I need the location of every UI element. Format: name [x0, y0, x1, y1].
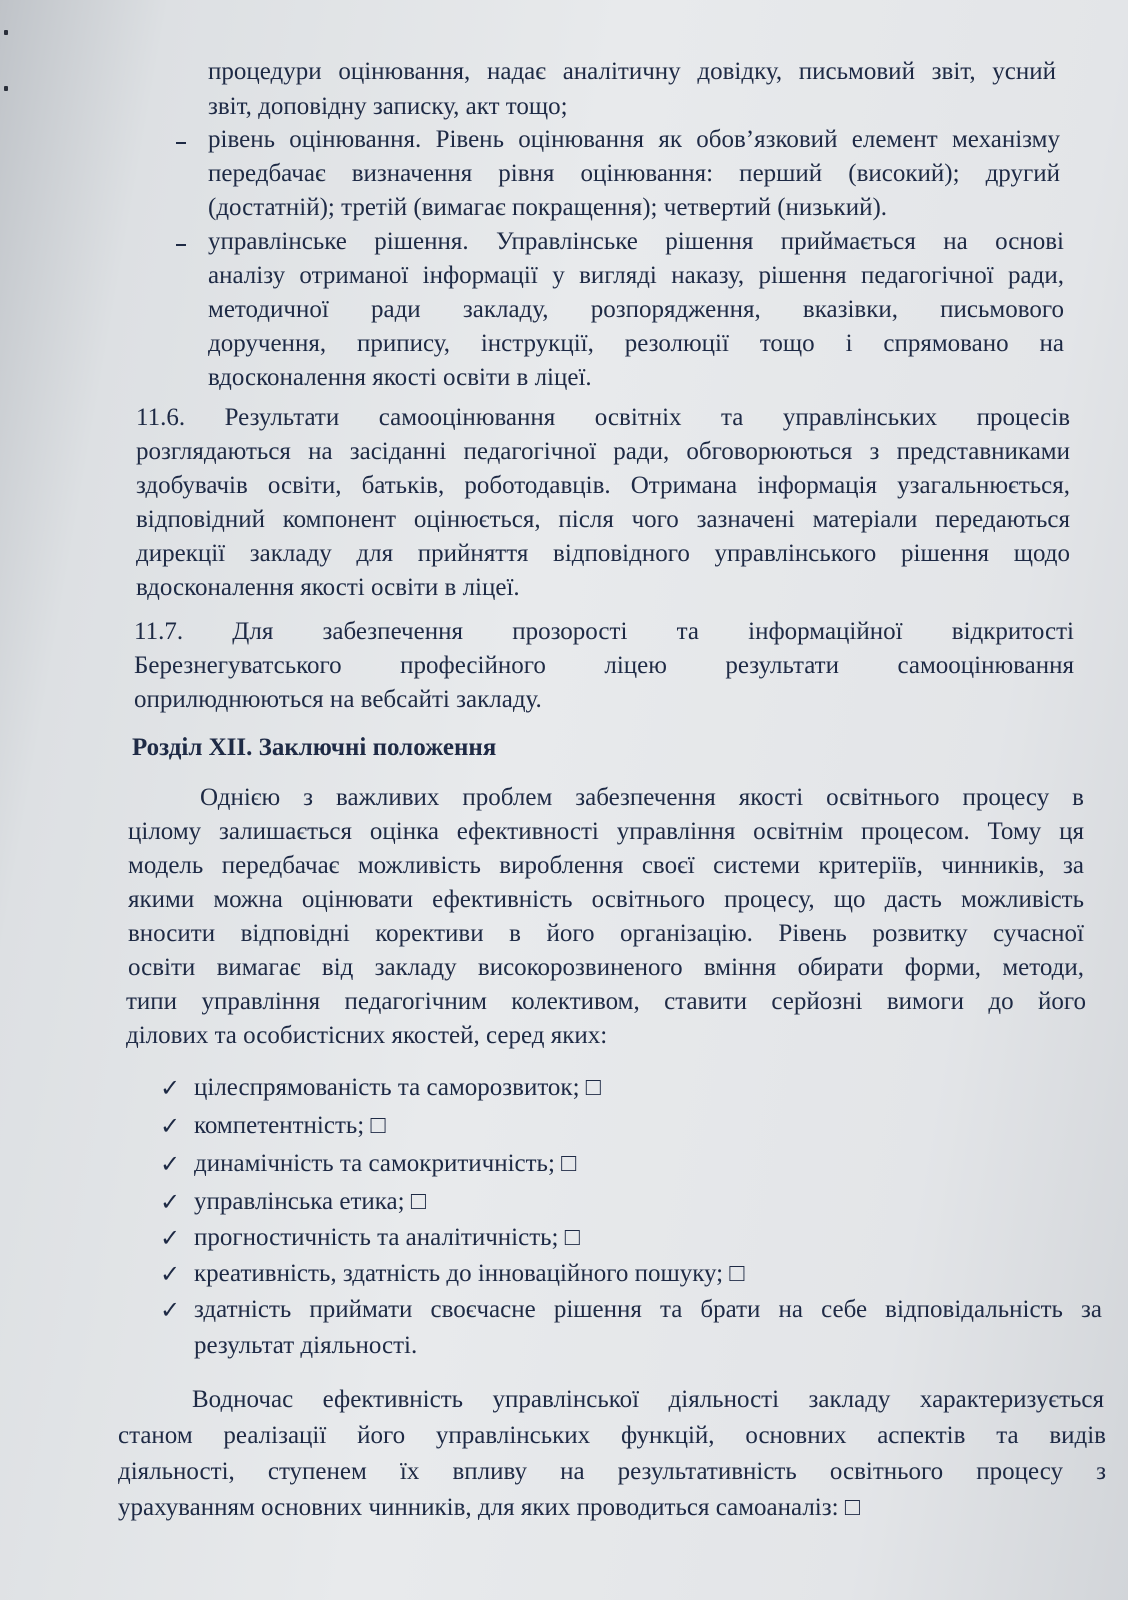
paragraph-line: дирекції закладу для прийняття відповідного управлінського рішення щодо: [136, 540, 1070, 567]
paragraph-line: Водночас ефективність управлінської діяльності закладу характеризується: [192, 1386, 1104, 1413]
paragraph-line: 11.6. Результати самооцінювання освітніх та управлінських процесів: [136, 404, 1070, 431]
paragraph-line: 11.7. Для забезпечення прозорості та інформаційної відкритості: [134, 618, 1074, 645]
checkmark-icon: ✓: [160, 1224, 181, 1252]
checkmark-icon: ✓: [160, 1074, 181, 1102]
list-item-line: управлінське рішення. Управлінське рішення приймається на основі: [208, 228, 1064, 255]
list-item: здатність приймати своєчасне рішення та брати на себе відповідальність за: [194, 1296, 1102, 1323]
list-item: управлінська етика; □: [194, 1188, 426, 1215]
list-item: компетентність; □: [194, 1112, 386, 1139]
paragraph-line: розглядаються на засіданні педагогічної ради, обговорюються з представниками: [136, 438, 1070, 465]
checkmark-icon: ✓: [160, 1296, 181, 1324]
paragraph-line: оприлюднюються на вебсайті закладу.: [134, 686, 542, 713]
list-item-line: доручення, припису, інструкції, резолюції тощо і спрямовано на: [208, 330, 1064, 357]
checkmark-icon: ✓: [160, 1188, 181, 1216]
list-item-line: методичної ради закладу, розпорядження, вказівки, письмового: [208, 296, 1064, 323]
section-12-heading: Розділ XII. Заключні положення: [132, 734, 497, 761]
checkmark-icon: ✓: [160, 1150, 181, 1178]
list-item-line: процедури оцінювання, надає аналітичну довідку, письмовий звіт, усний: [208, 58, 1056, 85]
checkmark-icon: ✓: [160, 1260, 181, 1288]
list-item-line: (достатній); третій (вимагає покращення); четвертий (низький).: [208, 194, 888, 221]
list-item-line: рівень оцінювання. Рівень оцінювання як обов’язковий елемент механізму: [208, 126, 1060, 153]
paragraph-line: урахуванням основних чинників, для яких проводиться самоаналіз: □: [118, 1494, 860, 1521]
list-item: прогностичність та аналітичність; □: [194, 1224, 580, 1251]
paragraph-line: відповідний компонент оцінюється, після чого зазначені матеріали передаються: [136, 506, 1070, 533]
paragraph-line: діяльності, ступенем їх впливу на результативність освітнього процесу з: [118, 1458, 1106, 1485]
paragraph-line: вносити відповідні корективи в його організацію. Рівень розвитку сучасної: [128, 920, 1084, 947]
paragraph-line: Однією з важливих проблем забезпечення якості освітнього процесу в: [200, 784, 1084, 811]
paragraph-line: ділових та особистісних якостей, серед яких:: [126, 1022, 608, 1049]
paragraph-line: якими можна оцінювати ефективність освітнього процесу, що дасть можливість: [128, 886, 1084, 913]
list-item-line: передбачає визначення рівня оцінювання: перший (високий); другий: [208, 160, 1060, 187]
paragraph-line: модель передбачає можливість вироблення своєї системи критеріїв, чинників, за: [128, 852, 1084, 879]
list-item: креативність, здатність до інноваційного пошуку; □: [194, 1260, 745, 1287]
checkmark-icon: ✓: [160, 1112, 181, 1140]
paragraph-line: цілому залишається оцінка ефективності управління освітнім процесом. Тому ця: [128, 818, 1084, 845]
list-item: результат діяльності.: [194, 1332, 418, 1359]
list-item-line: аналізу отриманої інформації у вигляді наказу, рішення педагогічної ради,: [208, 262, 1064, 289]
paragraph-line: вдосконалення якості освіти в ліцеї.: [136, 574, 520, 601]
paragraph-line: здобувачів освіти, батьків, роботодавців. Отримана інформація узагальнюється,: [136, 472, 1070, 499]
paragraph-line: освіти вимагає від закладу високорозвиненого вміння обирати форми, методи,: [128, 954, 1084, 981]
list-item-line: звіт, доповідну записку, акт тощо;: [208, 93, 568, 120]
list-item-line: вдосконалення якості освіти в ліцеї.: [208, 364, 592, 391]
list-item: цілеспрямованість та саморозвиток; □: [194, 1074, 601, 1101]
paragraph-line: Березнегуватського професійного ліцею результати самооцінювання: [134, 652, 1074, 679]
paragraph-line: станом реалізації його управлінських функцій, основних аспектів та видів: [118, 1422, 1106, 1449]
list-item: динамічність та самокритичність; □: [194, 1150, 577, 1177]
paragraph-line: типи управління педагогічним колективом, ставити серйозні вимоги до його: [126, 988, 1086, 1015]
